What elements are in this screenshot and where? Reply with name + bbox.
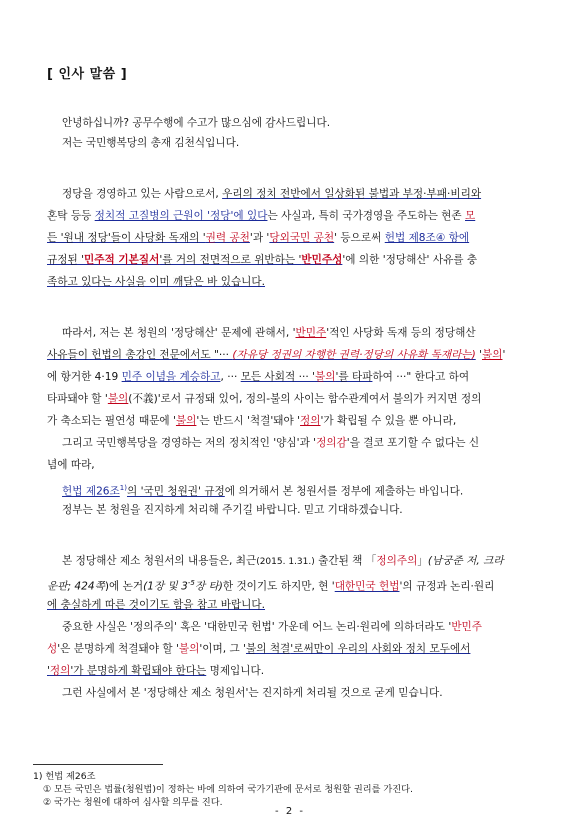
citation-text: (1장 및 3 [143, 580, 188, 593]
footnote-title: 1) 헌법 제26조 [33, 771, 96, 782]
text: 」 [417, 555, 428, 567]
footnote-separator [33, 764, 163, 765]
text: 본 정당해산 제소 청원서의 내용들은, 최근 [62, 555, 257, 567]
book-title: 정의주의 [376, 555, 418, 567]
text: '로서 규정돼 있어, 정의-불의 사이는 함수관계여서 불의가 커지면 정의 [157, 393, 482, 405]
text: '적인 사당화 독재 등의 정당해산 [326, 327, 476, 339]
highlighted-text: 불의 [107, 393, 129, 405]
highlighted-text: 권력 공천 [205, 232, 250, 244]
underlined-text: 의 '국민 청원권' 규정 [126, 485, 225, 498]
text: 한 것이기도 하지만, 현 ' [222, 580, 335, 593]
footnote-item-2: ② 국가는 청원에 대하여 심사할 의무를 진다. [43, 797, 223, 808]
text: '는 반드시 '척결'돼야 ' [196, 415, 301, 427]
text: 정부는 본 청원을 진지하게 처리해 주기길 바랍니다. 믿고 기대하겠습니다. [62, 504, 403, 516]
text: 그리고 국민행복당을 경영하는 저의 정치적인 '양심'과 ' [62, 437, 317, 449]
text: 중요한 사실은 '정의주의' 혹은 '대한민국 헌법' 가운데 어느 논리·원리에 의하더라도 ' [62, 621, 452, 633]
text: '의 규정과 논리·원리 [399, 580, 495, 593]
text: ' [475, 349, 482, 361]
paragraph4-line6 [47, 664, 264, 678]
highlighted-text: 불의 [481, 349, 503, 361]
highlighted-text: 정의 [49, 665, 71, 677]
highlighted-text: 정의감 [316, 437, 347, 449]
paragraph4-line4 [62, 620, 482, 634]
text: (不義) [128, 393, 158, 405]
underlined-text: 든 '원내 정당'들이 사당화 독재의 ' [47, 232, 206, 244]
highlighted-text: 성 [47, 643, 58, 655]
text: 념에 따라, [47, 459, 95, 471]
text: '과 ' [249, 232, 270, 244]
paragraph2-line2 [47, 209, 475, 223]
paragraph3-line9 [62, 503, 403, 517]
paragraph3-line4 [47, 392, 481, 406]
highlighted-text: 반민주 [451, 621, 483, 633]
highlighted-text: 당외국민 공천 [269, 232, 335, 244]
text: ' [502, 349, 506, 361]
underlined-text: '를 거의 전면적으로 위반하는 ' [159, 254, 302, 266]
highlighted-text: 모 [465, 210, 476, 222]
citation-text: 운판; 424쪽 [47, 580, 105, 593]
paragraph4-line5 [47, 642, 470, 656]
paragraph4-line2 [47, 576, 494, 594]
text: '이며, 그 ' [199, 643, 246, 655]
highlighted-text: 정치적 고질병의 근원이 '정당'에 있다 [94, 210, 268, 222]
highlighted-text: 불의 [175, 415, 197, 427]
text: 따라서, 저는 본 청원의 '정당해산' 문제에 관해서, ' [62, 327, 296, 339]
underlined-text: 불의 척결 [245, 643, 291, 655]
greeting-line [62, 116, 330, 130]
paragraph3-line7 [47, 458, 95, 472]
underlined-text: 우리의 정치 전반에서 일상화된 불법과 부정·부패·비리와 [222, 188, 482, 200]
underlined-text: '를 타파 [335, 371, 373, 383]
text: 안녕하십니까? 공무수행에 수고가 많으심에 감사드립니다. [62, 117, 331, 129]
text: 에 의거해서 본 청원서를 정부에 제출하는 바입니다. [224, 485, 464, 498]
highlighted-text: 헌법 제26조 [62, 485, 120, 498]
text: ' 등으로써 [334, 232, 385, 244]
paragraph2-line4 [47, 253, 477, 267]
text: 하여 ···" 한다고 하여 [372, 371, 470, 383]
underlined-text: 사유들이 헌법의 총강인 전문에서도 "··· [47, 349, 233, 361]
underlined-text: 모든 사회적 ··· ' [240, 371, 315, 383]
footnote-ref: 1) [119, 484, 127, 492]
citation-text: -5 [187, 579, 195, 587]
underlined-text: '가 분명하게 확립돼야 한다는 [70, 665, 207, 677]
underlined-text: '로써만이 우리의 사회와 정치 모두에서 [290, 643, 471, 655]
text: 혼탁 등등 [47, 210, 95, 222]
text: 는 사실과, 특히 국가경영을 주도하는 현존 [267, 210, 466, 222]
underlined-text: 에 충실하게 따른 것이기도 함을 참고 바랍니다. [47, 599, 266, 611]
text: '가 확립될 수 있을 뿐 아니라, [320, 415, 457, 427]
highlighted-text: 헌법 제8조④ 항에 [384, 232, 470, 244]
highlighted-text: 민주 이념을 계승하고 [121, 371, 221, 383]
paragraph2-line1 [62, 187, 481, 201]
text: 명제입니다. [206, 665, 265, 677]
text: '에 의한 '정당해산' 사유를 충 [342, 254, 478, 266]
paragraph3-line8 [62, 481, 463, 499]
paragraph3-line5 [47, 414, 456, 428]
section-heading: [ 인사 말씀 ] [47, 67, 128, 82]
page-number: - 2 - [275, 806, 305, 817]
paragraph4-line1 [62, 554, 504, 569]
text: 에 항거한 4·19 [47, 371, 122, 383]
footnote-item-1: ① 모든 국민은 법률(청원법)이 정하는 바에 의하여 국가기관에 문서로 청원할 권리를 가진다. [43, 784, 413, 795]
paragraph3-line6 [62, 436, 479, 450]
paragraph3-line2 [47, 348, 505, 362]
underlined-text: 족하고 있다는 사실을 이미 깨달은 바 있습니다. [47, 276, 266, 288]
highlighted-text: 민주적 기본질서 [83, 254, 160, 266]
paragraph4-line7 [62, 686, 443, 700]
text: 출간된 책 「 [314, 555, 377, 567]
text: 정당을 경영하고 있는 사람으로서, [62, 188, 223, 200]
text: 가 축소되는 필연성 때문에 ' [47, 415, 176, 427]
highlighted-text: 반민주 [295, 327, 327, 339]
paragraph3-line1 [62, 326, 476, 340]
paragraph3-line3 [47, 370, 469, 384]
citation-text: (남궁준 저, 크라 [427, 555, 504, 567]
text: 그런 사실에서 본 '정당해산 제소 청원서'는 진지하게 처리될 것으로 굳게 믿습니다. [62, 687, 443, 699]
paragraph2-line3 [47, 231, 469, 245]
highlighted-text: 불의 [178, 643, 200, 655]
paragraph2-line5 [47, 275, 265, 289]
text: '은 분명하게 척결돼야 할 ' [57, 643, 179, 655]
date-text: (2015. 1.31.) [256, 557, 315, 567]
text: 타파돼야 할 ' [47, 393, 108, 405]
text: , ··· [220, 371, 241, 383]
intro-line [62, 136, 239, 150]
quoted-text: (자유당 정권의 자행한 권력·정당의 사유화 독재라는) [232, 349, 476, 361]
text: )에 논거 [104, 580, 144, 593]
underlined-text: ' [47, 665, 50, 677]
underlined-text: 규정된 ' [47, 254, 84, 266]
highlighted-text: 대한민국 헌법 [334, 580, 400, 593]
highlighted-text: 정의 [300, 415, 321, 427]
text: '을 결코 포기할 수 없다는 신 [346, 437, 480, 449]
highlighted-text: 불의 [314, 371, 336, 383]
highlighted-text: 반민주성 [301, 254, 343, 266]
paragraph4-line3 [47, 598, 265, 612]
text: 저는 국민행복당의 총재 김천식입니다. [62, 137, 240, 149]
citation-text: 장 타) [194, 580, 223, 593]
